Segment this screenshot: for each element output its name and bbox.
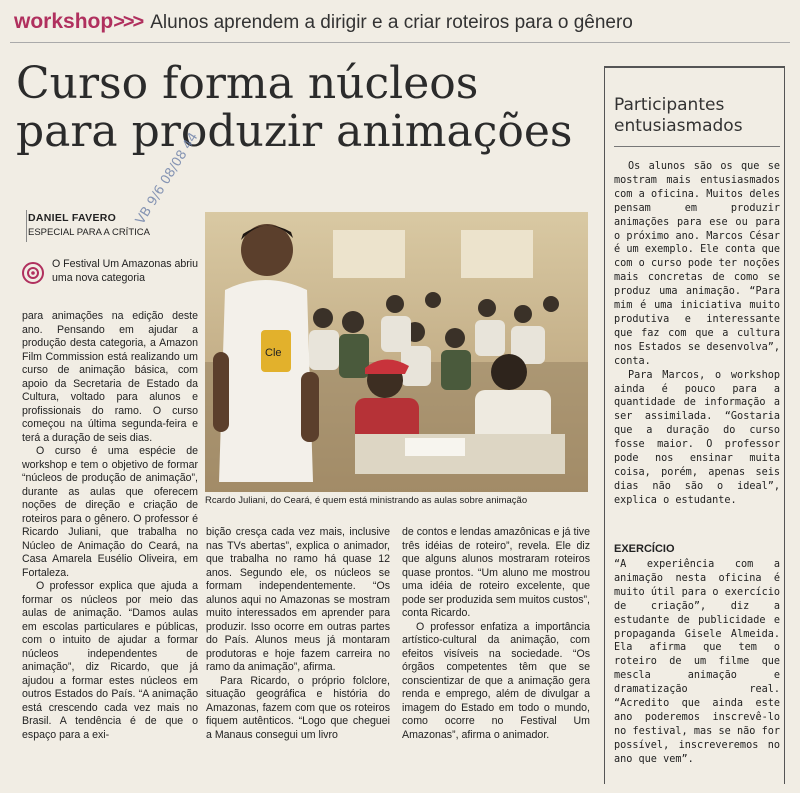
- body-paragraph: O professor explica que ajuda a formar os núcleos por meio das aulas de animação. “Damos aulas em escolas particulares e públicas, com o intuito de ajudar a formar núcleos independentes de animação”, diz Ricardo, que já ajudou a formar estes núcleos em outros Estados do País. “A animação está crescendo cada vez mais no Brasil. A tendência é de que o espaço para a exi-: [22, 580, 198, 741]
- sidebar-left-rule: [604, 66, 605, 784]
- section-subtitle: Alunos aprendem a dirigir e a criar roteiros para o gênero: [150, 12, 633, 33]
- article-photo: [205, 212, 588, 492]
- sidebar-body: [614, 160, 780, 508]
- sidebar-title: Participantes entusiasmados: [614, 95, 743, 136]
- headline-line-1: Curso forma núcleos: [16, 58, 479, 109]
- body-column-1: [22, 310, 198, 742]
- body-column-3: [402, 526, 590, 742]
- sidebar-subhead: EXERCÍCIO: [614, 543, 675, 555]
- photo-caption: Rcardo Juliani, do Ceará, é quem está ministrando as aulas sobre animação: [205, 495, 528, 506]
- section-arrows: >>>: [113, 11, 143, 33]
- section-header: [14, 10, 790, 40]
- body-paragraph: bição cresça cada vez mais, inclusive nas TVs abertas”, explica o animador, que trabalha no ramo há quase 12 anos. Segundo ele, os núcleos se formam independentemente. “Os alunos aqui no Amazonas se mostram muito interessados em aprender para produzir. Isso ocorre em outras partes do País. Alunos meus já montaram produtoras e hoje fazem carreira no ramo da animação”, afirma.: [206, 526, 390, 673]
- sidebar-paragraph: Os alunos são os que se mostram mais entusiasmados com a oficina. Muitos deles pensam em produzir animações para ese ou para o próximo ano. Marcos César é um exemplo. Ele conta que com o curso pode ter noções mais concretas de como se produz uma animação. “Para mim é uma iniciativa muito produtiva e interessante que faz com que a cultura nos Estados se desenvolva”, conta.: [614, 161, 780, 367]
- author-role: ESPECIAL PARA A CRÍTICA: [28, 227, 150, 238]
- author-name: DANIEL FAVERO: [28, 212, 117, 224]
- sidebar-paragraph: “A experiência com a animação nesta oficina é muito útil para o exercício de criação”, diz a estudante de publicidade e propaganda Gisele Almeida. Ela afirma que tem o roteiro de um filme que mescla animação e dramatização real. “Acredito que ainda este ano poderemos inscrevê-lo no festival, mas se não for possível, inscreveremos no ano que vem”.: [614, 559, 780, 765]
- classroom-photo-illustration: [205, 212, 588, 492]
- body-paragraph: O curso é uma espécie de workshop e tem o objetivo de formar “núcleos de produção de animação”, durante as aulas que oferecem noções de direção e criação de roteiros para o gênero. O professor é Ricardo Juliani, que trabalha no Núcleo de Animação do Ceará, na Casa Amarela Eusélio Oliveira, em Fortaleza.: [22, 445, 198, 579]
- handwritten-note: VB 9/6 08/08 44: [132, 130, 202, 228]
- byline-rule: [26, 210, 27, 242]
- headline: [16, 60, 600, 156]
- target-icon: [22, 262, 44, 284]
- header-rule: [10, 42, 790, 43]
- body-paragraph: Para Ricardo, o próprio folclore, situação geográfica e história do Amazonas, fazem com que os roteiros fiquem autênticos. “Logo que cheguei a Manaus consegui um livro: [206, 674, 390, 741]
- sidebar-right-rule: [784, 66, 785, 784]
- byline: [28, 212, 198, 238]
- sidebar-top-rule: [604, 66, 785, 68]
- sidebar-paragraph: Para Marcos, o workshop ainda é pouco para a quantidade de informação a ser assimilada. “Gostaria que a duração do curso fosse maior. O professor pode nos ensinar muita coisa, porém, apenas seis dias não são o ideal”, explica o estudante.: [614, 369, 780, 506]
- body-column-2: [206, 526, 390, 742]
- body-lead-text: O Festival Um Amazonas abriu uma nova categoria: [52, 258, 199, 284]
- body-paragraph: de contos e lendas amazônicas e já tive três idéias de roteiro”, revela. Ele diz que alguns alunos mostraram roteiros quase prontos. “Um aluno me mostrou uma idéia de roteiro excelente, que pode ser produzida sem muitos custos”, conta Ricardo.: [402, 526, 590, 619]
- shirt-print: Cle: [265, 347, 282, 359]
- body-paragraph: O professor enfatiza a importância artístico-cultural da animação, com efeitos visíveis na sociedade. “Os órgãos competentes têm que se conscientizar de que a animação gera renda e emprego, além de divulgar a imagem do Estado em todo o mundo, como ocorre no Festival Um Amazonas”, afirma o animador.: [402, 620, 590, 741]
- section-tag: workshop: [14, 10, 114, 33]
- sidebar-body-2: [614, 558, 780, 767]
- headline-line-2: para produzir animações: [16, 106, 573, 157]
- body-lead: [52, 258, 198, 285]
- body-paragraph: para animações na edição deste ano. Pensando em ajudar a produção desta categoria, a Amazon Film Commission está realizando um curso de animação básica, com apoio da Secretaria de Estado da Cultura, voltado para alunos e profissionais do ramo. O curso começou na última segunda-feira e terá a duração de seis dias.: [22, 310, 198, 444]
- sidebar-title-rule: [614, 146, 780, 147]
